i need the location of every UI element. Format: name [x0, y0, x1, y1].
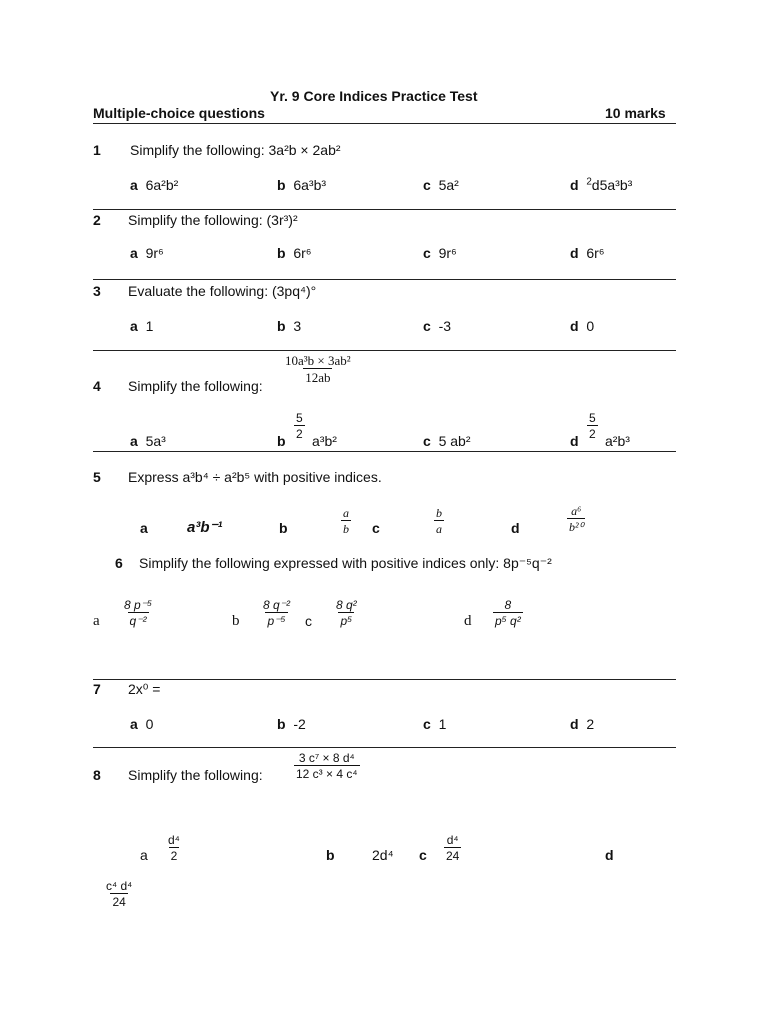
option-c[interactable]: c 5 ab²	[423, 433, 471, 449]
option-b-fraction: $\frac{a}{b}$	[343, 506, 349, 536]
option-c[interactable]: c 1	[423, 716, 447, 732]
option-b[interactable]: b 6a³b³	[277, 177, 327, 193]
question-number: 8	[93, 767, 101, 783]
option-a[interactable]: a 0	[130, 716, 154, 732]
question-prompt: 2x⁰ =	[128, 681, 161, 697]
option-b-fraction: $\frac{\text{8 q⁻²}}{\text{p⁻⁵}}$	[263, 598, 291, 628]
question-number: 3	[93, 283, 101, 299]
divider	[93, 209, 676, 210]
question-prompt: Simplify the following:	[128, 767, 263, 783]
option-d[interactable]: d $^2$d5a³b³	[570, 176, 633, 193]
option-a[interactable]: a	[93, 613, 100, 629]
option-d[interactable]: d 6r⁶	[570, 245, 605, 261]
question-number: 2	[93, 212, 101, 228]
divider	[93, 350, 676, 351]
question-prompt: Express a³b⁴ ÷ a²b⁵ with positive indices.	[128, 469, 382, 485]
prompt-fraction: $\frac{\text{3 c⁷ × 8 d⁴}}{\text{12 c³ × 4 c⁴}}$	[296, 751, 358, 781]
question-number: 1	[93, 142, 101, 158]
option-d-fraction: $\frac{8}{\text{p⁵ q²}}$	[495, 598, 521, 628]
option-d-fraction: $\frac{5}{2}$	[589, 411, 596, 441]
question-prompt: Evaluate the following: (3pq⁴)°	[128, 283, 317, 299]
option-a-expression: a³b⁻¹	[187, 519, 223, 536]
question-number: 6	[115, 555, 123, 571]
question-number: 5	[93, 469, 101, 485]
option-c-fraction: $\frac{\text{8 q²}}{\text{p⁵}}$	[336, 598, 357, 628]
prompt-fraction: $\frac{\text{10a³b × 3ab²}}{12ab}$	[285, 353, 351, 385]
marks-total: 10 marks	[605, 105, 666, 121]
page-title: Yr. 9 Core Indices Practice Test	[270, 88, 478, 104]
question-number: 7	[93, 681, 101, 697]
divider	[93, 279, 676, 280]
prompt-expression: (3r³)²	[266, 212, 298, 228]
question-prompt: Simplify the following:	[128, 378, 263, 394]
option-c[interactable]: c 9r⁶	[423, 245, 457, 261]
option-b[interactable]: b 6r⁶	[277, 245, 312, 261]
prompt-expression: 3a²b × 2ab²	[268, 142, 341, 158]
option-d-fraction: $\frac{\text{c⁴ d⁴}}{24}$	[106, 879, 133, 909]
option-a[interactable]: a 6a²b²	[130, 177, 179, 193]
option-a[interactable]: a	[140, 520, 148, 536]
option-d[interactable]: d	[570, 433, 579, 449]
option-b[interactable]: b 3	[277, 318, 302, 334]
divider	[93, 679, 676, 680]
option-c[interactable]: c	[305, 613, 312, 629]
option-d-fraction: $\frac{\text{a⁶}}{\text{b²⁰}}$	[569, 504, 584, 534]
option-d[interactable]: d	[464, 613, 472, 629]
option-a[interactable]: a 9r⁶	[130, 245, 164, 261]
option-d-expression: a²b³	[605, 433, 630, 449]
option-c[interactable]: c -3	[423, 318, 452, 334]
option-c[interactable]: c	[419, 847, 427, 863]
divider	[93, 123, 676, 124]
option-d[interactable]: d 2	[570, 716, 595, 732]
option-b[interactable]: b -2	[277, 716, 306, 732]
option-b-expression: a³b²	[312, 433, 337, 449]
divider	[93, 451, 676, 452]
option-c[interactable]: c	[372, 520, 380, 536]
divider	[93, 747, 676, 748]
question-prompt: Simplify the following expressed with positive indices only: 8p⁻⁵q⁻²	[139, 555, 552, 571]
option-d[interactable]: d 0	[570, 318, 595, 334]
option-a[interactable]: a	[140, 847, 148, 863]
option-a-fraction: $\frac{\text{d⁴}}{2}$	[168, 833, 180, 863]
option-b[interactable]: b	[279, 520, 288, 536]
section-heading: Multiple-choice questions	[93, 105, 265, 121]
option-b[interactable]: b	[326, 847, 335, 863]
option-b-expression: 2d⁴	[372, 847, 394, 863]
option-b[interactable]: b	[232, 613, 240, 629]
option-d[interactable]: d	[605, 847, 614, 863]
option-a[interactable]: a 1	[130, 318, 154, 334]
option-d[interactable]: d	[511, 520, 520, 536]
question-prompt: Simplify the following: 3a²b × 2ab²	[130, 142, 341, 158]
question-prompt: Simplify the following: (3r³)²	[128, 212, 298, 228]
option-b-fraction: $\frac{5}{2}$	[296, 411, 303, 441]
prompt-expression: (3pq⁴)°	[271, 283, 317, 299]
option-c-fraction: $\frac{b}{a}$	[436, 506, 442, 536]
option-c-fraction: $\frac{\text{d⁴}}{24}$	[446, 833, 460, 863]
option-a[interactable]: a 5a³	[130, 433, 166, 449]
option-a-fraction: $\frac{\text{8 p⁻⁵}}{\text{q⁻²}}$	[124, 598, 153, 628]
option-b[interactable]: b	[277, 433, 286, 449]
option-c[interactable]: c 5a²	[423, 177, 459, 193]
question-number: 4	[93, 378, 101, 394]
